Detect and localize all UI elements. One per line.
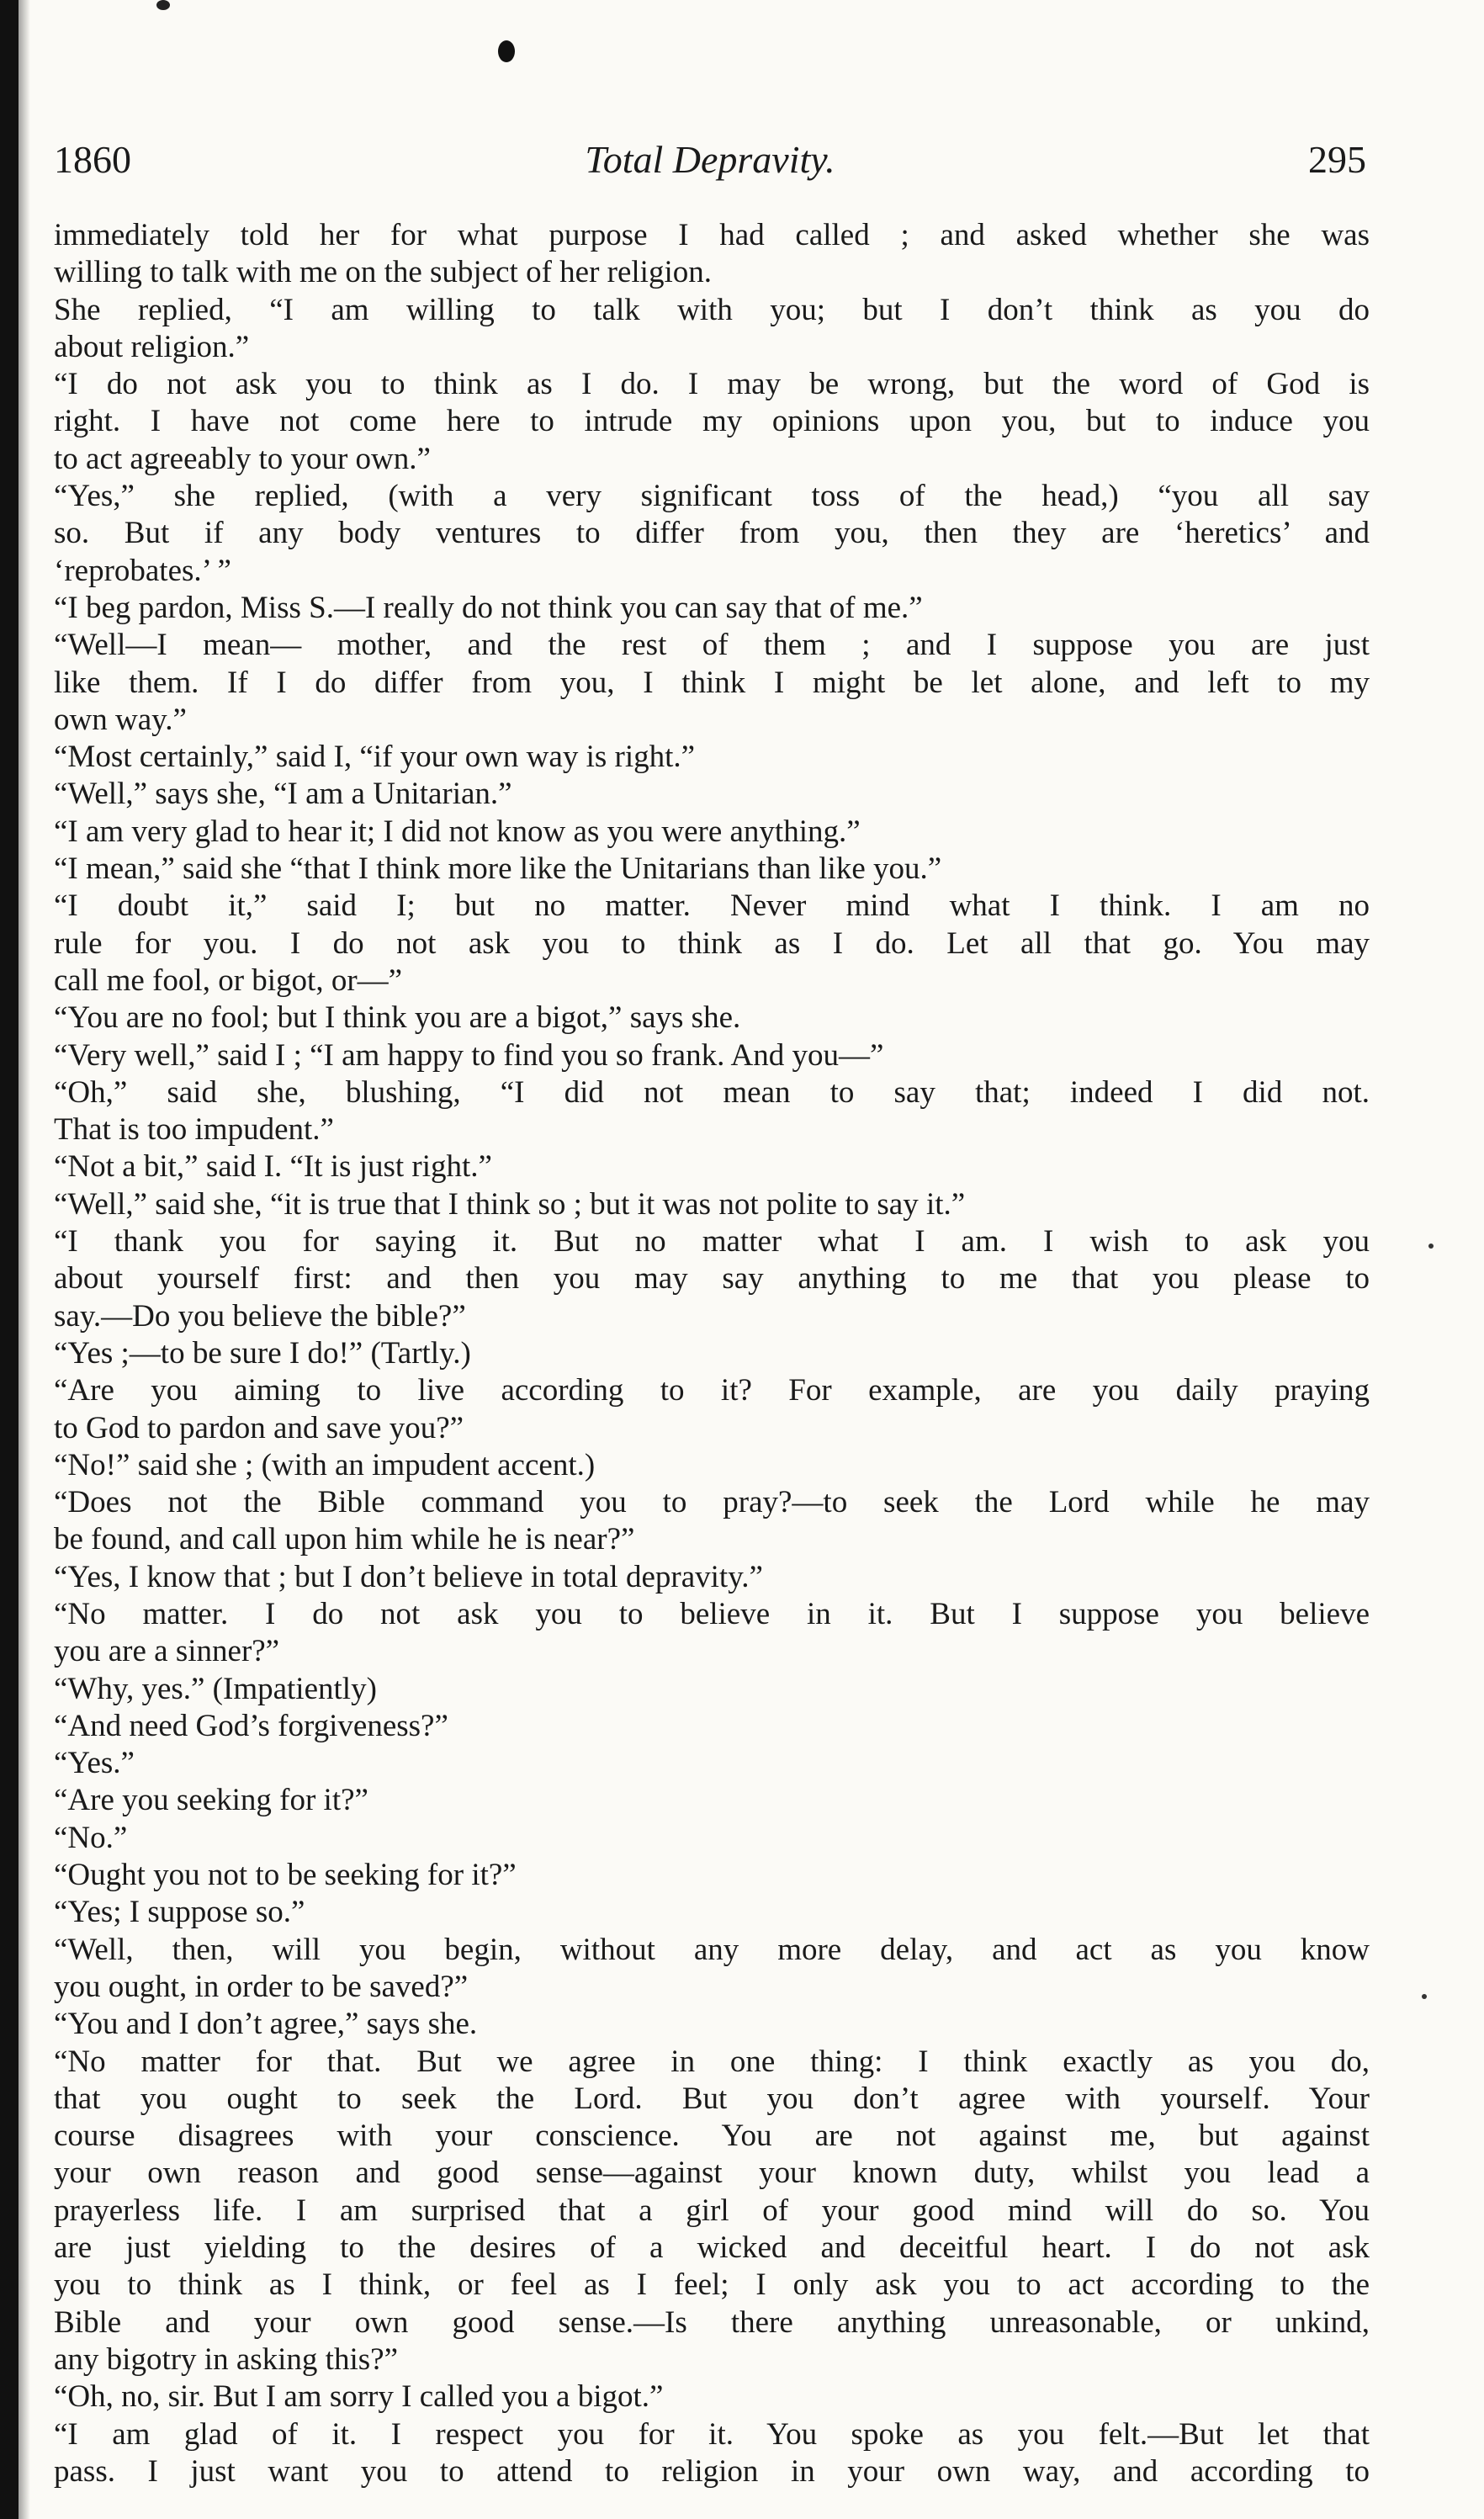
text-line: “Not a bit,” said I. “It is just right.” — [54, 1149, 492, 1185]
text-line: “Well—I mean— mother, and the rest of them ; and I suppose you are just — [54, 628, 1370, 663]
text-line: “And need God’s forgiveness?” — [54, 1708, 448, 1743]
text-line: “No matter for that. But we agree in one thing: I think exactly as you do, — [54, 2044, 1370, 2079]
text-line: ‘reprobates.’ ” — [54, 553, 231, 588]
text-line: “I do not ask you to think as I do. I may be wrong, but the word of God is — [54, 367, 1370, 402]
text-line: about yourself first: and then you may say anything to me that you please to — [54, 1261, 1370, 1297]
text-line: you to think as I think, or feel as I feel; I only ask you to act according to the — [54, 2267, 1370, 2303]
text-line: “No!” said she ; (with an impudent accent.) — [54, 1447, 596, 1482]
text-line: “You are no fool; but I think you are a bigot,” says she. — [54, 1000, 741, 1036]
text-line: “I am glad of it. I respect you for it. You spoke as you felt.—But let that — [54, 2416, 1370, 2452]
text-line: right. I have not come here to intrude my opinions upon you, but to induce you — [54, 404, 1370, 439]
text-line: willing to talk with me on the subject of her religion. — [54, 255, 712, 290]
page-header — [54, 135, 1366, 185]
margin-mark — [1422, 1994, 1427, 1999]
text-line: “You and I don’t agree,” says she. — [54, 2007, 478, 2042]
ink-mark — [156, 0, 170, 10]
running-title: Total Depravity. — [585, 138, 835, 181]
text-line: “Well,” says she, “I am a Unitarian.” — [54, 777, 512, 812]
text-line: “Oh, no, sir. But I am sorry I called you a bigot.” — [54, 2379, 664, 2415]
text-line: to act agreeably to your own.” — [54, 441, 431, 476]
page-binding-shadow — [19, 0, 30, 2519]
text-line: be found, and call upon him while he is near?” — [54, 1522, 635, 1557]
text-line: like them. If I do differ from you, I think I might be let alone, and left to my — [54, 665, 1370, 700]
text-line: “Yes,” she replied, (with a very significant toss of the head,) “you all say — [54, 479, 1370, 514]
text-line: “Yes, I know that ; but I don’t believe in total depravity.” — [54, 1559, 763, 1594]
text-line: Bible and your own good sense.—Is there anything unreasonable, or unkind, — [54, 2304, 1370, 2340]
text-line: “Very well,” said I ; “I am happy to find you so frank. And you—” — [54, 1037, 884, 1073]
text-line: “Oh,” said she, blushing, “I did not mean to say that; indeed I did not. — [54, 1074, 1370, 1110]
text-line: prayerless life. I am surprised that a girl of your good mind will do so. You — [54, 2193, 1370, 2228]
text-line: “Ought you not to be seeking for it?” — [54, 1858, 517, 1893]
text-line: “I doubt it,” said I; but no matter. Never mind what I think. I am no — [54, 888, 1370, 924]
text-line: “Well,” said she, “it is true that I think so ; but it was not polite to say it.” — [54, 1186, 966, 1222]
text-line: about religion.” — [54, 329, 250, 364]
text-line: call me fool, or bigot, or—” — [54, 963, 403, 998]
text-line: any bigotry in asking this?” — [54, 2341, 398, 2377]
text-line: rule for you. I do not ask you to think as I do. Let all that go. You may — [54, 925, 1370, 961]
text-line: “I am very glad to hear it; I did not know as you were anything.” — [54, 814, 861, 849]
text-line: that you ought to seek the Lord. But you don’t agree with yourself. Your — [54, 2081, 1370, 2116]
text-line: pass. I just want you to attend to religion in your own way, and according to — [54, 2453, 1370, 2489]
text-line: She replied, “I am willing to talk with you; but I don’t think as you do — [54, 292, 1370, 327]
text-line: “Most certainly,” said I, “if your own way is right.” — [54, 740, 696, 775]
page-number: 295 — [1308, 138, 1366, 181]
text-line: to God to pardon and save you?” — [54, 1410, 464, 1445]
ink-blot — [498, 40, 515, 62]
text-line: are just yielding to the desires of a wicked and deceitful heart. I do not ask — [54, 2230, 1370, 2266]
text-line: immediately told her for what purpose I had called ; and asked whether she was — [54, 218, 1370, 252]
text-line: “Why, yes.” (Impatiently) — [54, 1671, 377, 1706]
text-line: “Are you aiming to live according to it? For example, are you daily praying — [54, 1373, 1370, 1408]
text-line: you are a sinner?” — [54, 1634, 280, 1669]
text-line: “No.” — [54, 1820, 128, 1855]
text-line: “I thank you for saying it. But no matter what I am. I wish to ask you — [54, 1224, 1370, 1260]
text-line: your own reason and good sense—against your known duty, whilst you lead a — [54, 2156, 1370, 2191]
margin-mark — [1428, 1244, 1434, 1249]
text-line: “Does not the Bible command you to pray?—to seek the Lord while he may — [54, 1485, 1370, 1520]
text-line: “No matter. I do not ask you to believe in it. But I suppose you believe — [54, 1596, 1370, 1631]
text-line: you ought, in order to be saved?” — [54, 1969, 469, 2004]
text-line: say.—Do you believe the bible?” — [54, 1298, 466, 1334]
text-line: “Well, then, will you begin, without any more delay, and act as you know — [54, 1932, 1370, 1967]
text-line: so. But if any body ventures to differ from you, then they are ‘heretics’ and — [54, 516, 1370, 551]
text-line: “Are you seeking for it?” — [54, 1783, 368, 1818]
text-line: “Yes; I suppose so.” — [54, 1895, 305, 1930]
text-line: “Yes ;—to be sure I do!” (Tartly.) — [54, 1335, 471, 1371]
text-line: course disagrees with your conscience. You are not against me, but against — [54, 2119, 1370, 2154]
text-line: That is too impudent.” — [54, 1112, 334, 1148]
page-binding-edge — [0, 0, 19, 2519]
text-line: “I mean,” said she “that I think more like the Unitarians than like you.” — [54, 851, 942, 887]
text-line: own way.” — [54, 702, 187, 737]
text-line: “I beg pardon, Miss S.—I really do not think you can say that of me.” — [54, 590, 923, 625]
header-year: 1860 — [54, 138, 131, 181]
text-line: “Yes.” — [54, 1746, 135, 1781]
body-text — [54, 217, 1370, 2490]
